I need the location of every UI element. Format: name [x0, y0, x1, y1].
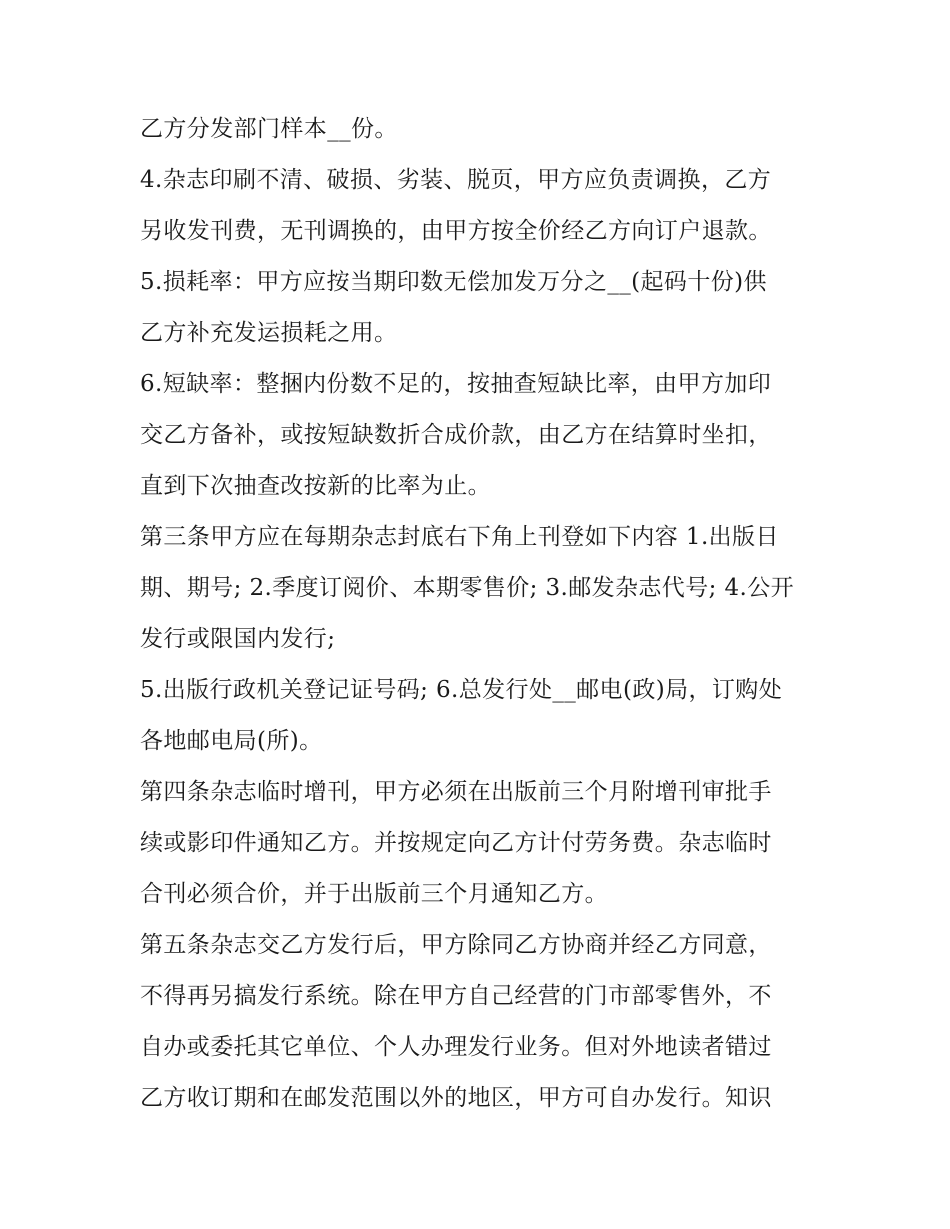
- text-line-6: 6.短缺率：整捆内份数不足的，按抽查短缺比率，由甲方加印: [140, 371, 772, 397]
- text-line-19: 自办或委托其它单位、个人办理发行业务。但对外地读者错过: [140, 1034, 772, 1060]
- text-line-1: 乙方分发部门样本__份。: [140, 116, 398, 142]
- text-line-7: 交乙方备补，或按短缺数折合成价款，由乙方在结算时坐扣，: [140, 422, 772, 448]
- text-line-13: 各地邮电局(所)。: [140, 728, 323, 754]
- text-line-18: 不得再另搞发行系统。除在甲方自己经营的门市部零售外，不: [140, 983, 772, 1009]
- text-line-14: 第四条杂志临时增刊，甲方必须在出版前三个月附增刊审批手: [140, 779, 772, 805]
- document-body: [140, 104, 820, 1124]
- text-line-11: 发行或限国内发行;: [140, 626, 336, 652]
- text-line-15: 续或影印件通知乙方。并按规定向乙方计付劳务费。杂志临时: [140, 830, 772, 856]
- text-line-10: 期、期号; 2.季度订阅价、本期零售价; 3.邮发杂志代号; 4.公开: [140, 575, 795, 601]
- text-line-17: 第五条杂志交乙方发行后，甲方除同乙方协商并经乙方同意，: [140, 932, 772, 958]
- text-line-8: 直到下次抽查改按新的比率为止。: [140, 473, 491, 499]
- text-line-9: 第三条甲方应在每期杂志封底右下角上刊登如下内容 1.出版日: [140, 524, 779, 550]
- text-line-16: 合刊必须合价，并于出版前三个月通知乙方。: [140, 881, 608, 907]
- text-line-3: 另收发刊费，无刊调换的，由甲方按全价经乙方向订户退款。: [140, 218, 772, 244]
- text-line-12: 5.出版行政机关登记证号码; 6.总发行处__邮电(政)局，订购处: [140, 677, 783, 703]
- text-line-5: 乙方补充发运损耗之用。: [140, 320, 398, 346]
- text-line-20: 乙方收订期和在邮发范围以外的地区，甲方可自办发行。知识: [140, 1085, 772, 1111]
- text-line-2: 4.杂志印刷不清、破损、劣装、脱页，甲方应负责调换，乙方: [140, 167, 772, 193]
- text-line-4: 5.损耗率：甲方应按当期印数无偿加发万分之__(起码十份)供: [140, 269, 767, 295]
